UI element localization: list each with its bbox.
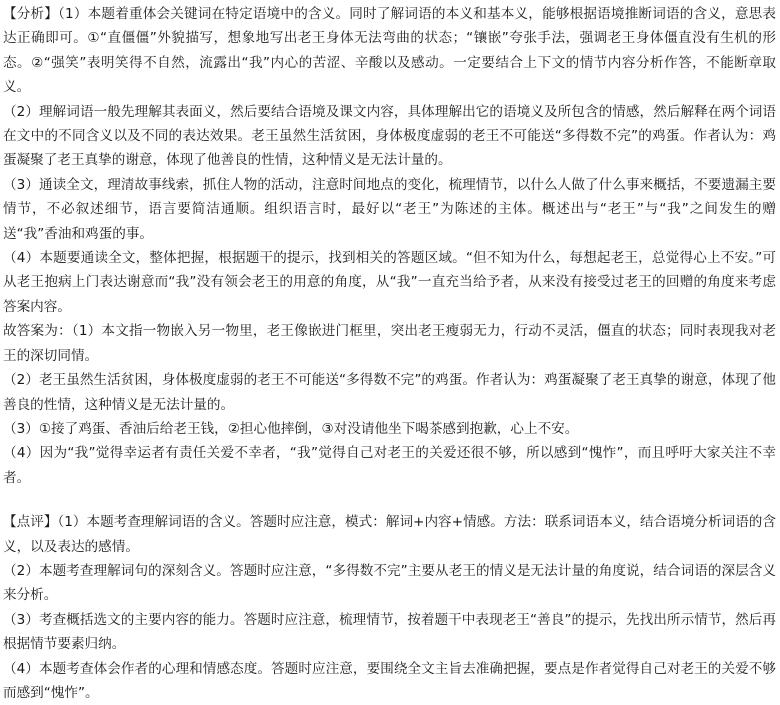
comment-paragraph-1: 【点评】（1）本题考查理解词语的含义。答题时应注意，模式：解词+内容+情感。方法：联系词语本义，结合语境分析词语的含义，以及表达的感情。 [3, 514, 776, 555]
analysis-paragraph-3: （3）通读全文，理清故事线索，抓住人物的活动，注意时间地点的变化，梳理情节，以什么人做了什么事来概括，不要遗漏主要情节，不必叙述细节，语言要简洁通顺。组织语言时，最好以“老王”为陈述的主体。概述出与“老王”与“我”之间发生的赠送“我”香油和鸡蛋的事。 [3, 176, 776, 242]
answer-paragraph-3: （3）①接了鸡蛋、香油后给老王钱，②担心他摔倒，③对没请他坐下喝茶感到抱歉，心上不安。 [3, 420, 579, 437]
comment-paragraph-2: （2）本题考查理解词句的深刻含义。答题时应注意，“多得数不完”主要从老王的情义是无法计量的角度说，结合词语的深层含义来分析。 [3, 562, 776, 604]
comment-section [3, 510, 776, 705]
answer-paragraph-4: （4）因为“我”觉得幸运者有责任关爱不幸者，“我”觉得自己对老王的关爱还很不够，所以感到“愧怍”，而且呼吁大家关注不幸者。 [3, 445, 776, 486]
analysis-paragraph-1: 【分析】（1）本题着重体会关键词在特定语境中的含义。同时了解词语的本义和基本义，能够根据语境推断词语的含义，意思表达正确即可。①“直僵僵”外貌描写，想象地写出老王身体无法弯曲的状态；“镶嵌”夸张手法，强调老王身体僵直没有生机的形态。②“强笑”表明笑得不自然，流露出“我”内心的苦涩、辛酸以及感动。一定要结合上下文的情节内容分析作答，不能断章取义。 [3, 6, 776, 96]
answer-paragraph-1: 故答案为：（1）本文指一物嵌入另一物里，老王像嵌进门框里，突出老王瘦弱无力，行动不灵活，僵直的状态；同时表现我对老王的深切同情。 [3, 323, 776, 364]
comment-paragraph-4: （4）本题考查体会作者的心理和情感态度。答题时应注意，要围绕全文主旨去准确把握，要点是作者觉得自己对老王的关爱不够而感到“愧怍”。 [3, 660, 776, 701]
analysis-paragraph-2: （2）理解词语一般先理解其表面义，然后要结合语境及课文内容，具体理解出它的语境义及所包含的情感，然后解释在两个词语在文中的不同含义以及不同的表达效果。老王虽然生活贫困，身体极度虚弱的老王不可能送“多得数不完”的鸡蛋。作者认为：鸡蛋凝聚了老王真挚的谢意，体现了他善良的性情，这种情义是无法计量的。 [3, 103, 776, 169]
analysis-paragraph-4: （4）本题要通读全文，整体把握，根据题干的提示，找到相关的答题区域。“但不知为什么，每想起老王，总觉得心上不安。”可从老王抱病上门表达谢意而“我”没有领会老王的用意的角度，从“我”一直充当给予者，从来没有接受过老王的回赠的角度来考虑答案内容。 [3, 250, 776, 315]
analysis-section [3, 2, 776, 490]
section-spacer [3, 490, 776, 510]
answer-paragraph-2: （2）老王虽然生活贫困，身体极度虚弱的老王不可能送“多得数不完”的鸡蛋。作者认为：鸡蛋凝聚了老王真挚的谢意，体现了他善良的性情，这种情义是无法计量的。 [3, 372, 776, 413]
comment-paragraph-3: （3）考查概括选文的主要内容的能力。答题时应注意，梳理情节，按着题干中表现老王“善良”的提示，先找出所示情节，然后再根据情节要素归纳。 [3, 611, 776, 653]
